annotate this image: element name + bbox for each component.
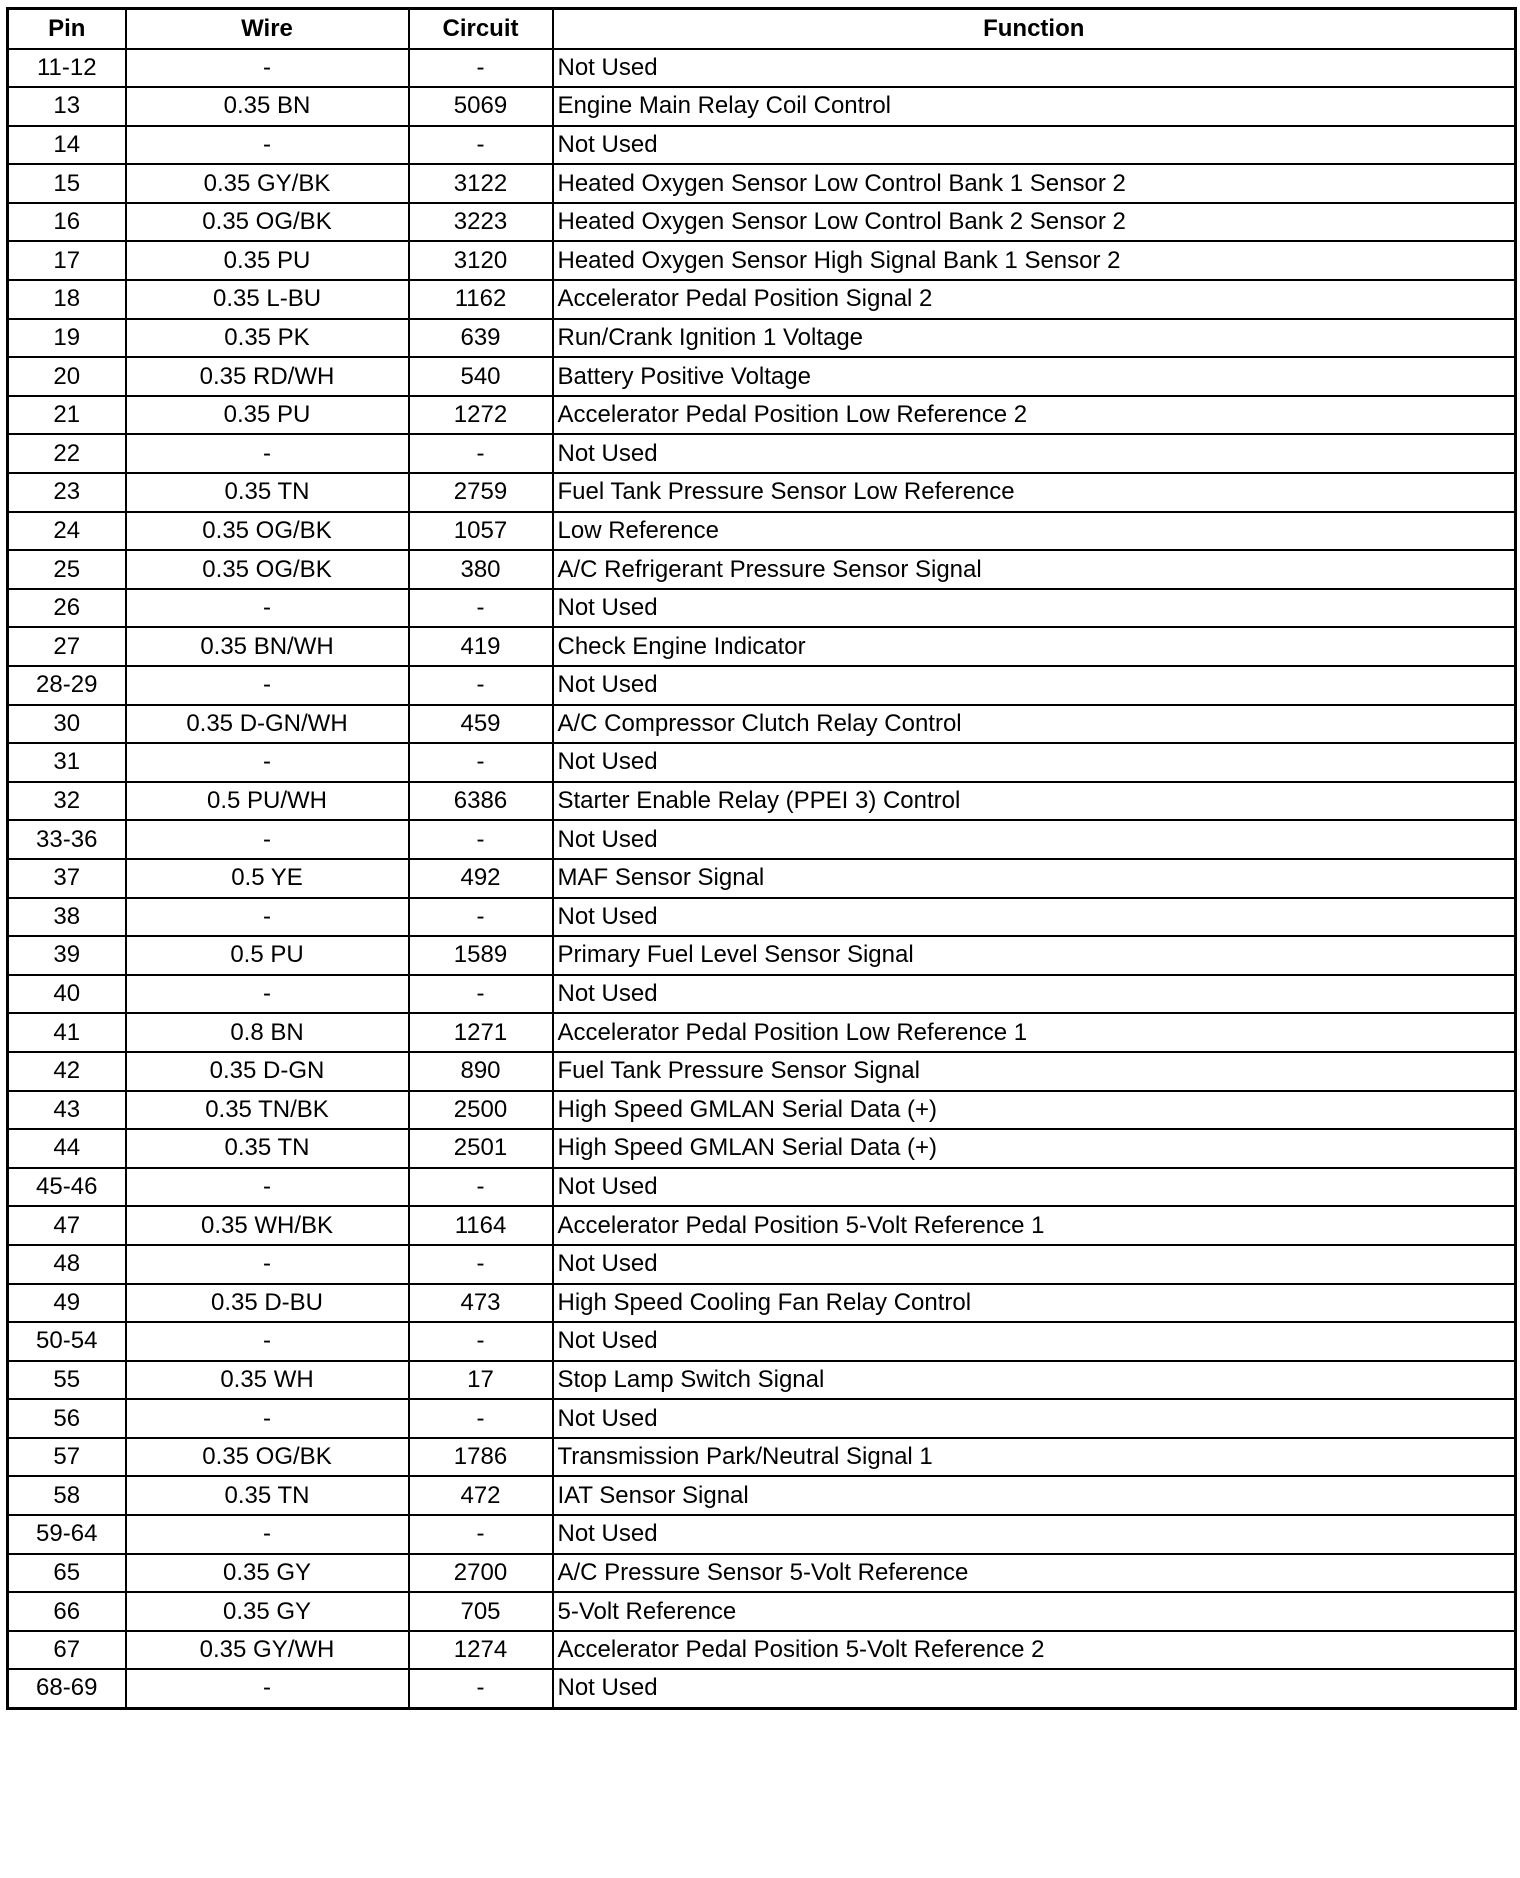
function-cell: Primary Fuel Level Sensor Signal (553, 936, 1516, 975)
function-cell: Transmission Park/Neutral Signal 1 (553, 1438, 1516, 1477)
table-row (8, 666, 1516, 705)
table-row (8, 1669, 1516, 1708)
wire-cell: - (126, 666, 409, 705)
circuit-cell: - (409, 975, 553, 1014)
pin-cell: 31 (8, 743, 126, 782)
circuit-cell: - (409, 898, 553, 937)
table-row (8, 1168, 1516, 1207)
pin-cell: 21 (8, 396, 126, 435)
pin-cell: 57 (8, 1438, 126, 1477)
pin-cell: 37 (8, 859, 126, 898)
wire-cell: 0.35 OG/BK (126, 550, 409, 589)
circuit-cell: 6386 (409, 782, 553, 821)
table-row (8, 473, 1516, 512)
pin-cell: 24 (8, 512, 126, 551)
wire-cell: 0.35 PU (126, 241, 409, 280)
circuit-cell: 1162 (409, 280, 553, 319)
circuit-cell: 1589 (409, 936, 553, 975)
wire-cell: 0.35 TN (126, 473, 409, 512)
table-row (8, 203, 1516, 242)
wire-cell: 0.35 GY/WH (126, 1631, 409, 1670)
circuit-cell: 419 (409, 627, 553, 666)
pin-cell: 32 (8, 782, 126, 821)
table-row (8, 280, 1516, 319)
wire-cell: - (126, 1515, 409, 1554)
function-cell: Heated Oxygen Sensor Low Control Bank 2 Sensor 2 (553, 203, 1516, 242)
function-cell: Accelerator Pedal Position Signal 2 (553, 280, 1516, 319)
table-row (8, 1631, 1516, 1670)
wire-cell: - (126, 1245, 409, 1284)
circuit-cell: - (409, 666, 553, 705)
table-row (8, 627, 1516, 666)
circuit-cell: - (409, 1322, 553, 1361)
pin-cell: 13 (8, 87, 126, 126)
table-row (8, 1245, 1516, 1284)
function-cell: Fuel Tank Pressure Sensor Low Reference (553, 473, 1516, 512)
table-row (8, 87, 1516, 126)
table-row (8, 1399, 1516, 1438)
table-row (8, 589, 1516, 628)
circuit-cell: - (409, 1399, 553, 1438)
function-cell: Check Engine Indicator (553, 627, 1516, 666)
wire-cell: 0.35 TN (126, 1476, 409, 1515)
table-row (8, 782, 1516, 821)
header-wire: Wire (126, 9, 409, 49)
circuit-cell: 3122 (409, 164, 553, 203)
table-row (8, 859, 1516, 898)
table-row (8, 1284, 1516, 1323)
table-row (8, 512, 1516, 551)
wire-cell: - (126, 589, 409, 628)
table-row (8, 743, 1516, 782)
function-cell: Starter Enable Relay (PPEI 3) Control (553, 782, 1516, 821)
table-row (8, 319, 1516, 358)
wire-cell: - (126, 820, 409, 859)
pin-cell: 15 (8, 164, 126, 203)
table-row (8, 705, 1516, 744)
table-row (8, 975, 1516, 1014)
function-cell: Not Used (553, 666, 1516, 705)
wire-cell: 0.35 L-BU (126, 280, 409, 319)
pin-cell: 22 (8, 434, 126, 473)
connector-pinout-document (6, 7, 1514, 1710)
table-row (8, 1322, 1516, 1361)
pin-cell: 39 (8, 936, 126, 975)
circuit-cell: 1272 (409, 396, 553, 435)
pin-cell: 66 (8, 1592, 126, 1631)
function-cell: Not Used (553, 1515, 1516, 1554)
pin-cell: 26 (8, 589, 126, 628)
circuit-cell: 2759 (409, 473, 553, 512)
circuit-cell: 1786 (409, 1438, 553, 1477)
circuit-cell: - (409, 1245, 553, 1284)
circuit-cell: 3120 (409, 241, 553, 280)
pin-cell: 23 (8, 473, 126, 512)
pin-cell: 65 (8, 1554, 126, 1593)
function-cell: Battery Positive Voltage (553, 357, 1516, 396)
table-row (8, 1091, 1516, 1130)
wire-cell: 0.35 PU (126, 396, 409, 435)
wire-cell: 0.35 OG/BK (126, 512, 409, 551)
pin-cell: 43 (8, 1091, 126, 1130)
wire-cell: 0.35 PK (126, 319, 409, 358)
table-row (8, 396, 1516, 435)
function-cell: Heated Oxygen Sensor Low Control Bank 1 Sensor 2 (553, 164, 1516, 203)
function-cell: Not Used (553, 49, 1516, 88)
function-cell: Not Used (553, 434, 1516, 473)
table-row (8, 1592, 1516, 1631)
function-cell: A/C Compressor Clutch Relay Control (553, 705, 1516, 744)
circuit-cell: 459 (409, 705, 553, 744)
wire-cell: 0.8 BN (126, 1013, 409, 1052)
pin-cell: 30 (8, 705, 126, 744)
wire-cell: 0.35 WH/BK (126, 1206, 409, 1245)
pin-cell: 47 (8, 1206, 126, 1245)
header-function: Function (553, 9, 1516, 49)
circuit-cell: 3223 (409, 203, 553, 242)
pin-cell: 33-36 (8, 820, 126, 859)
function-cell: Run/Crank Ignition 1 Voltage (553, 319, 1516, 358)
function-cell: Not Used (553, 1322, 1516, 1361)
circuit-cell: - (409, 1168, 553, 1207)
pin-cell: 55 (8, 1361, 126, 1400)
circuit-cell: 1164 (409, 1206, 553, 1245)
circuit-cell: 380 (409, 550, 553, 589)
table-row (8, 241, 1516, 280)
circuit-cell: - (409, 743, 553, 782)
pin-cell: 18 (8, 280, 126, 319)
pin-cell: 27 (8, 627, 126, 666)
pin-cell: 14 (8, 126, 126, 165)
circuit-cell: 492 (409, 859, 553, 898)
pin-cell: 38 (8, 898, 126, 937)
pin-cell: 16 (8, 203, 126, 242)
wire-cell: - (126, 126, 409, 165)
wire-cell: 0.5 PU/WH (126, 782, 409, 821)
table-row (8, 1013, 1516, 1052)
circuit-cell: - (409, 49, 553, 88)
table-row (8, 164, 1516, 203)
wire-cell: 0.35 WH (126, 1361, 409, 1400)
pin-cell: 42 (8, 1052, 126, 1091)
table-row (8, 1515, 1516, 1554)
wire-cell: 0.5 PU (126, 936, 409, 975)
pin-cell: 67 (8, 1631, 126, 1670)
function-cell: Not Used (553, 975, 1516, 1014)
table-row (8, 357, 1516, 396)
circuit-cell: - (409, 1669, 553, 1708)
function-cell: High Speed Cooling Fan Relay Control (553, 1284, 1516, 1323)
circuit-cell: - (409, 589, 553, 628)
circuit-cell: - (409, 820, 553, 859)
pin-cell: 68-69 (8, 1669, 126, 1708)
circuit-cell: 2500 (409, 1091, 553, 1130)
circuit-cell: 1271 (409, 1013, 553, 1052)
function-cell: Not Used (553, 1168, 1516, 1207)
function-cell: Accelerator Pedal Position 5-Volt Reference 2 (553, 1631, 1516, 1670)
pin-cell: 49 (8, 1284, 126, 1323)
wire-cell: 0.35 BN (126, 87, 409, 126)
pin-cell: 11-12 (8, 49, 126, 88)
circuit-cell: 2501 (409, 1129, 553, 1168)
circuit-cell: 1274 (409, 1631, 553, 1670)
function-cell: Stop Lamp Switch Signal (553, 1361, 1516, 1400)
wire-cell: 0.35 BN/WH (126, 627, 409, 666)
wire-cell: 0.35 TN (126, 1129, 409, 1168)
wire-cell: - (126, 49, 409, 88)
table-row (8, 49, 1516, 88)
pin-cell: 44 (8, 1129, 126, 1168)
circuit-cell: 473 (409, 1284, 553, 1323)
function-cell: Not Used (553, 820, 1516, 859)
function-cell: Low Reference (553, 512, 1516, 551)
circuit-cell: - (409, 126, 553, 165)
wire-cell: 0.35 GY (126, 1554, 409, 1593)
circuit-cell: - (409, 1515, 553, 1554)
pin-cell: 25 (8, 550, 126, 589)
circuit-cell: 540 (409, 357, 553, 396)
pin-cell: 28-29 (8, 666, 126, 705)
circuit-cell: 890 (409, 1052, 553, 1091)
wire-cell: - (126, 1669, 409, 1708)
pin-cell: 45-46 (8, 1168, 126, 1207)
table-row (8, 550, 1516, 589)
wire-cell: 0.35 GY (126, 1592, 409, 1631)
function-cell: High Speed GMLAN Serial Data (+) (553, 1091, 1516, 1130)
table-row (8, 434, 1516, 473)
function-cell: Heated Oxygen Sensor High Signal Bank 1 Sensor 2 (553, 241, 1516, 280)
wire-cell: 0.35 GY/BK (126, 164, 409, 203)
wire-cell: - (126, 1168, 409, 1207)
pin-cell: 17 (8, 241, 126, 280)
table-row (8, 898, 1516, 937)
circuit-cell: 472 (409, 1476, 553, 1515)
table-row (8, 126, 1516, 165)
table-row (8, 1554, 1516, 1593)
circuit-cell: 17 (409, 1361, 553, 1400)
circuit-cell: 2700 (409, 1554, 553, 1593)
function-cell: MAF Sensor Signal (553, 859, 1516, 898)
function-cell: A/C Refrigerant Pressure Sensor Signal (553, 550, 1516, 589)
wire-cell: - (126, 434, 409, 473)
pin-cell: 50-54 (8, 1322, 126, 1361)
table-row (8, 1361, 1516, 1400)
pin-cell: 56 (8, 1399, 126, 1438)
wire-cell: - (126, 1399, 409, 1438)
function-cell: Accelerator Pedal Position Low Reference 2 (553, 396, 1516, 435)
table-row (8, 1052, 1516, 1091)
circuit-cell: 1057 (409, 512, 553, 551)
circuit-cell: 639 (409, 319, 553, 358)
wire-cell: 0.35 TN/BK (126, 1091, 409, 1130)
pin-cell: 59-64 (8, 1515, 126, 1554)
wire-cell: 0.35 D-GN (126, 1052, 409, 1091)
circuit-cell: 705 (409, 1592, 553, 1631)
table-header (8, 9, 1516, 49)
header-circuit: Circuit (409, 9, 553, 49)
pin-cell: 48 (8, 1245, 126, 1284)
function-cell: Not Used (553, 1669, 1516, 1708)
function-cell: Accelerator Pedal Position Low Reference 1 (553, 1013, 1516, 1052)
table-row (8, 1129, 1516, 1168)
wire-cell: 0.35 OG/BK (126, 203, 409, 242)
wire-cell: - (126, 898, 409, 937)
function-cell: Not Used (553, 126, 1516, 165)
wire-cell: 0.35 D-BU (126, 1284, 409, 1323)
pin-cell: 20 (8, 357, 126, 396)
function-cell: Not Used (553, 743, 1516, 782)
wire-cell: 0.35 D-GN/WH (126, 705, 409, 744)
function-cell: A/C Pressure Sensor 5-Volt Reference (553, 1554, 1516, 1593)
header-pin: Pin (8, 9, 126, 49)
header-row (8, 9, 1516, 49)
wire-cell: 0.35 RD/WH (126, 357, 409, 396)
wire-cell: 0.5 YE (126, 859, 409, 898)
function-cell: 5-Volt Reference (553, 1592, 1516, 1631)
circuit-cell: 5069 (409, 87, 553, 126)
table-row (8, 1206, 1516, 1245)
pin-cell: 40 (8, 975, 126, 1014)
pin-cell: 58 (8, 1476, 126, 1515)
function-cell: Not Used (553, 1399, 1516, 1438)
wire-cell: - (126, 975, 409, 1014)
function-cell: Not Used (553, 589, 1516, 628)
circuit-cell: - (409, 434, 553, 473)
wire-cell: 0.35 OG/BK (126, 1438, 409, 1477)
pin-cell: 41 (8, 1013, 126, 1052)
table-body (8, 49, 1516, 1709)
function-cell: Engine Main Relay Coil Control (553, 87, 1516, 126)
function-cell: High Speed GMLAN Serial Data (+) (553, 1129, 1516, 1168)
table-row (8, 936, 1516, 975)
wire-cell: - (126, 743, 409, 782)
table-row (8, 1438, 1516, 1477)
function-cell: Not Used (553, 1245, 1516, 1284)
pinout-table (6, 7, 1517, 1710)
pin-cell: 19 (8, 319, 126, 358)
table-row (8, 820, 1516, 859)
function-cell: IAT Sensor Signal (553, 1476, 1516, 1515)
function-cell: Accelerator Pedal Position 5-Volt Reference 1 (553, 1206, 1516, 1245)
function-cell: Not Used (553, 898, 1516, 937)
function-cell: Fuel Tank Pressure Sensor Signal (553, 1052, 1516, 1091)
table-row (8, 1476, 1516, 1515)
wire-cell: - (126, 1322, 409, 1361)
